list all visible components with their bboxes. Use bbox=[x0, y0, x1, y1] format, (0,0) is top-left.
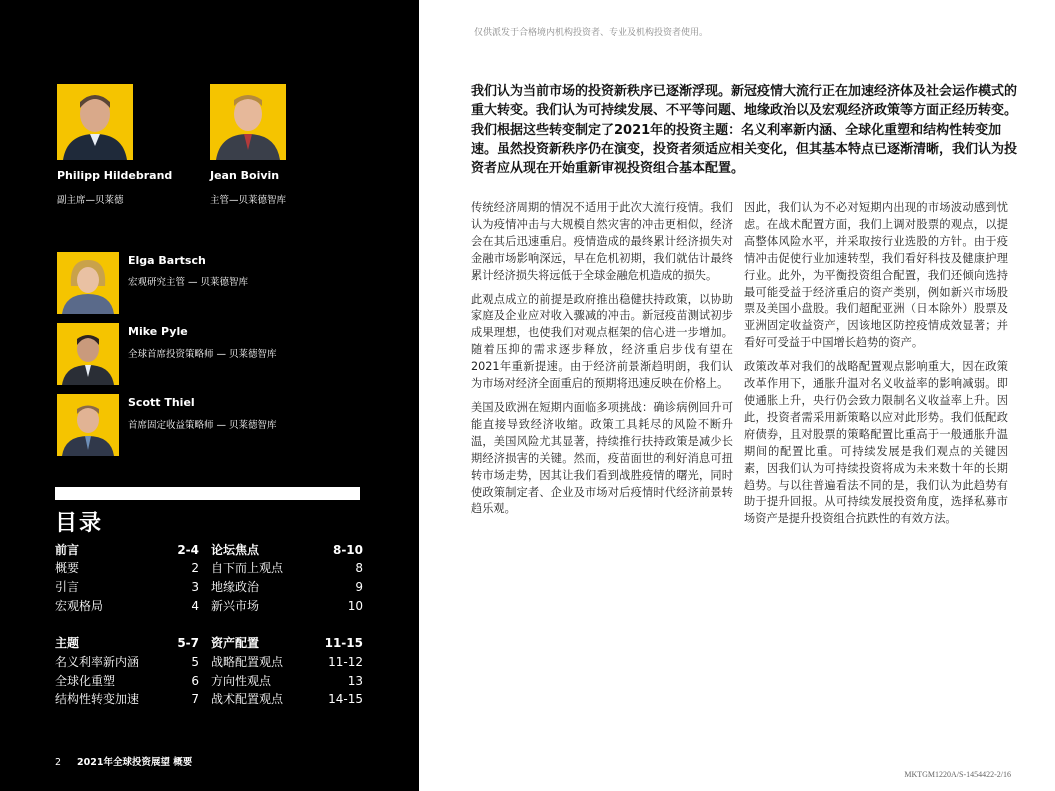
toc-page: 5-7 bbox=[177, 636, 199, 650]
person-role: 全球首席投资策略师 — 贝莱德智库 bbox=[128, 349, 277, 360]
toc-entry[interactable] bbox=[55, 559, 199, 577]
portrait-icon bbox=[57, 394, 119, 456]
toc-page: 11-12 bbox=[328, 655, 363, 669]
toc-page: 4 bbox=[191, 599, 199, 613]
person-name: Philipp Hildebrand bbox=[57, 169, 173, 182]
body-column-right bbox=[744, 200, 1008, 535]
photo-thiel bbox=[57, 394, 119, 456]
person-role: 副主席—贝莱德 bbox=[57, 195, 124, 206]
toc-label: 战略配置观点 bbox=[211, 655, 284, 669]
toc-page: 7 bbox=[191, 692, 199, 706]
person-role: 首席固定收益策略师 — 贝莱德智库 bbox=[128, 420, 277, 431]
toc-page: 2 bbox=[191, 561, 199, 575]
person-name: Mike Pyle bbox=[128, 325, 188, 338]
toc-entry[interactable] bbox=[211, 690, 363, 708]
toc-page: 8-10 bbox=[332, 543, 363, 557]
toc-entry[interactable] bbox=[55, 690, 199, 708]
toc-page: 13 bbox=[347, 674, 363, 688]
toc-entry[interactable] bbox=[211, 634, 363, 652]
toc-label: 引言 bbox=[55, 580, 80, 594]
toc-entry[interactable] bbox=[55, 672, 199, 690]
portrait-icon bbox=[57, 252, 119, 314]
body-paragraph: 美国及欧洲在短期内面临多项挑战：确诊病例回升可能直接导致经济收缩。政策工具耗尽的风险不断升温，美国风险尤其显著，持续推行扶持政策是减少长期经济损害的关键。然而，疫苗面世的利好消息可扭转市场走势，因其让我们看到战胜疫情的曙光，同时使政策制定者、企业及市场对后疫情时代经济前景转趋乐观。 bbox=[471, 400, 733, 516]
toc-entry[interactable] bbox=[55, 578, 199, 596]
body-paragraph: 传统经济周期的情况不适用于此次大流行疫情。我们认为疫情冲击与大规模自然灾害的冲击更相似，经济会在其后迅速重启。疫情造成的最终累计经济损失对金融市场影响深远，早在危机初期，我们就估计最终累计经济损失将远低于全球金融危机造成的损失。 bbox=[471, 201, 733, 282]
footer-title: 2021年全球投资展望 概要 bbox=[77, 757, 193, 768]
toc-page: 2-4 bbox=[177, 543, 199, 557]
person-name: Elga Bartsch bbox=[128, 254, 206, 267]
body-paragraph: 政策改革对我们的战略配置观点影响重大，因在政策改革作用下，通胀升温对名义收益率的影响减弱。即使通胀上升，央行仍会致力限制名义收益率上升。因此，投资者需采用新策略以应对此形势。我们低配政府债券，且对股票的策略配置比重高于一般通胀升温期间的配置比重。可持续发展是我们观点的关键因素，因我们认为可持续投资将成为未来数十年的长期趋势。与以往普遍看法不同的是，我们认为此趋势有助于提升回报。从可持续发展投资角度，选择私募市场资产是提升投资组合抗跌性的有效方法。 bbox=[744, 360, 1008, 526]
toc-label: 资产配置 bbox=[211, 636, 260, 650]
toc-page: 6 bbox=[191, 674, 199, 688]
body-paragraph: 此观点成立的前提是政府推出稳健扶持政策，以协助家庭及企业应对收入骤减的冲击。新冠疫苗测试初步成果理想，也使我们对观点框架的信心进一步增加。随着压抑的需求逐步释放，经济重启步伐有望在2021年重新提速。由于经济前景渐趋明朗，我们认为市场对经济全面重启的预期将迅速反映在价格上。 bbox=[471, 292, 733, 391]
portrait-icon bbox=[57, 84, 133, 160]
toc-label: 结构性转变加速 bbox=[55, 692, 140, 706]
toc-label: 新兴市场 bbox=[211, 599, 260, 613]
toc-label: 方向性观点 bbox=[211, 674, 272, 688]
toc-entry[interactable] bbox=[55, 634, 199, 652]
toc-page: 14-15 bbox=[328, 692, 363, 706]
toc-label: 地缘政治 bbox=[211, 580, 260, 594]
photo-pyle bbox=[57, 323, 119, 385]
toc-page: 8 bbox=[355, 561, 363, 575]
toc-label: 概要 bbox=[55, 561, 80, 575]
toc-label: 前言 bbox=[55, 543, 80, 557]
toc-page: 3 bbox=[191, 580, 199, 594]
photo-bartsch bbox=[57, 252, 119, 314]
toc-entry[interactable] bbox=[211, 653, 363, 671]
person-role: 主管—贝莱德智库 bbox=[210, 195, 287, 206]
toc-label: 战术配置观点 bbox=[211, 692, 284, 706]
toc-label: 名义利率新内涵 bbox=[55, 655, 140, 669]
toc-entry[interactable] bbox=[55, 653, 199, 671]
toc-title: 目录 bbox=[55, 511, 104, 536]
page-number: 2 bbox=[55, 757, 62, 768]
toc-label: 宏观格局 bbox=[55, 599, 104, 613]
toc-label: 全球化重塑 bbox=[55, 674, 116, 688]
toc-entry[interactable] bbox=[211, 559, 363, 577]
page-footer bbox=[55, 754, 192, 768]
toc-page: 11-15 bbox=[324, 636, 363, 650]
photo-boivin bbox=[210, 84, 286, 160]
toc-label: 论坛焦点 bbox=[211, 543, 260, 557]
intro-paragraph: 我们认为当前市场的投资新秩序已逐渐浮现。新冠疫情大流行正在加速经济体及社会运作模式的重大转变。我们认为可持续发展、不平等问题、地缘政治以及宏观经济政策等方面正经历转变。我们根据这些转变制定了2021年的投资主题：名义利率新内涵、全球化重塑和结构性转变加速。虽然投资新秩序仍在演变，投资者须适应相关变化，但其基本特点已逐渐清晰，我们认为投资者应从现在开始重新审视投资组合基本配置。 bbox=[471, 84, 1018, 177]
toc-entry[interactable] bbox=[211, 541, 363, 559]
person-role: 宏观研究主管 — 贝莱德智库 bbox=[128, 277, 249, 288]
toc-entry[interactable] bbox=[211, 578, 363, 596]
toc-entry[interactable] bbox=[211, 672, 363, 690]
portrait-icon bbox=[57, 323, 119, 385]
toc-label: 自下而上观点 bbox=[211, 561, 284, 575]
body-paragraph: 因此，我们认为不必对短期内出现的市场波动感到忧虑。在战术配置方面，我们上调对股票的观点，以提高整体风险水平，并采取按行业选股的方针。由于疫情冲击促使行业加速转型，我们看好科技及健康护理行业。此外，为平衡投资组合配置，我们还倾向选持最可能受益于经济重启的资产类别，例如新兴市场股票及美国小盘股。我们超配亚洲（日本除外）股票及亚洲固定收益资产，因该地区防控疫情成效显著；并看好可受益于中国增长趋势的资产。 bbox=[744, 201, 1008, 350]
toc-divider-bar bbox=[55, 487, 360, 500]
toc-page: 5 bbox=[191, 655, 199, 669]
toc-entry[interactable] bbox=[211, 597, 363, 615]
portrait-icon bbox=[210, 84, 286, 160]
person-name: Jean Boivin bbox=[210, 169, 280, 182]
photo-hildebrand bbox=[57, 84, 133, 160]
toc-page: 9 bbox=[355, 580, 363, 594]
toc-page: 10 bbox=[347, 599, 363, 613]
toc-entry[interactable] bbox=[55, 541, 199, 559]
body-column-left bbox=[471, 200, 733, 525]
distribution-notice: 仅供派发于合格境内机构投资者、专业及机构投资者使用。 bbox=[474, 28, 709, 38]
left-panel bbox=[0, 0, 419, 791]
person-name: Scott Thiel bbox=[128, 396, 195, 409]
toc-label: 主题 bbox=[55, 636, 80, 650]
toc-entry[interactable] bbox=[55, 597, 199, 615]
document-code: MKTGM1220A/S-1454422-2/16 bbox=[904, 770, 1011, 779]
